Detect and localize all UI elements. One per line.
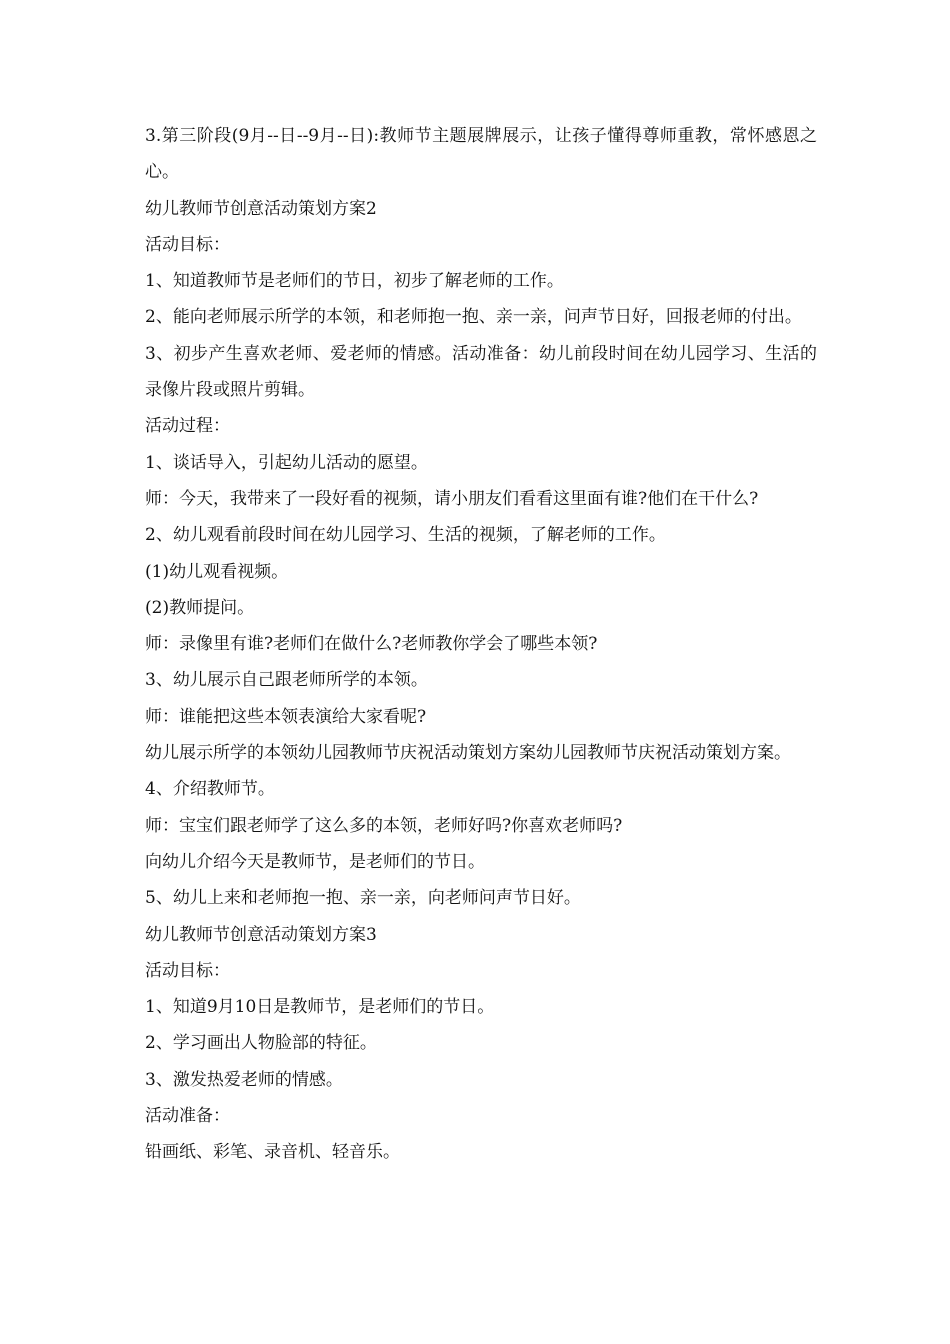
teacher-line: 师：录像里有谁?老师们在做什么?老师教你学会了哪些本领? (145, 634, 598, 655)
paragraph-text: 向幼儿介绍今天是教师节，是老师们的节日。 (145, 851, 485, 872)
goal-item: 3、激发热爱老师的情感。 (145, 1069, 343, 1090)
process-substep: (1)幼儿观看视频。 (145, 561, 289, 582)
teacher-line: 师：谁能把这些本领表演给大家看呢? (145, 706, 427, 727)
teacher-line: 师：今天，我带来了一段好看的视频，请小朋友们看看这里面有谁?他们在干什么? (145, 488, 759, 509)
activity-goals-label: 活动目标： (145, 234, 230, 255)
activity-process-label: 活动过程： (145, 416, 230, 437)
process-step: 2、幼儿观看前段时间在幼儿园学习、生活的视频，了解老师的工作。 (145, 525, 666, 546)
paragraph-stage-three: 3.第三阶段(9月--日--9月--日):教师节主题展牌展示，让孩子懂得尊师重教，常怀感恩之心。 (145, 126, 817, 183)
document-body (145, 118, 817, 1171)
process-substep: (2)教师提问。 (145, 597, 255, 618)
teacher-line: 师：宝宝们跟老师学了这么多的本领，老师好吗?你喜欢老师吗? (145, 815, 623, 836)
activity-preparation-label: 活动准备： (145, 1106, 230, 1127)
goal-item: 1、知道教师节是老师们的节日，初步了解老师的工作。 (145, 271, 564, 292)
process-step: 5、幼儿上来和老师抱一抱、亲一亲，向老师问声节日好。 (145, 888, 581, 909)
paragraph-text: 幼儿展示所学的本领幼儿园教师节庆祝活动策划方案幼儿园教师节庆祝活动策划方案。 (145, 743, 791, 764)
process-step: 3、幼儿展示自己跟老师所学的本领。 (145, 670, 428, 691)
preparation-materials: 铅画纸、彩笔、录音机、轻音乐。 (145, 1142, 400, 1163)
goal-item: 3、初步产生喜欢老师、爱老师的情感。活动准备：幼儿前段时间在幼儿园学习、生活的录像片段或照片剪辑。 (145, 343, 817, 401)
section-heading-plan-2: 幼儿教师节创意活动策划方案2 (145, 198, 377, 219)
goal-item: 1、知道9月10日是教师节，是老师们的节日。 (145, 997, 495, 1018)
goal-item: 2、能向老师展示所学的本领，和老师抱一抱、亲一亲，问声节日好，回报老师的付出。 (145, 307, 802, 328)
process-step: 1、谈话导入，引起幼儿活动的愿望。 (145, 452, 428, 473)
section-heading-plan-3: 幼儿教师节创意活动策划方案3 (145, 924, 377, 945)
activity-goals-label: 活动目标： (145, 960, 230, 981)
goal-item: 2、学习画出人物脸部的特征。 (145, 1033, 377, 1054)
process-step: 4、介绍教师节。 (145, 779, 275, 800)
